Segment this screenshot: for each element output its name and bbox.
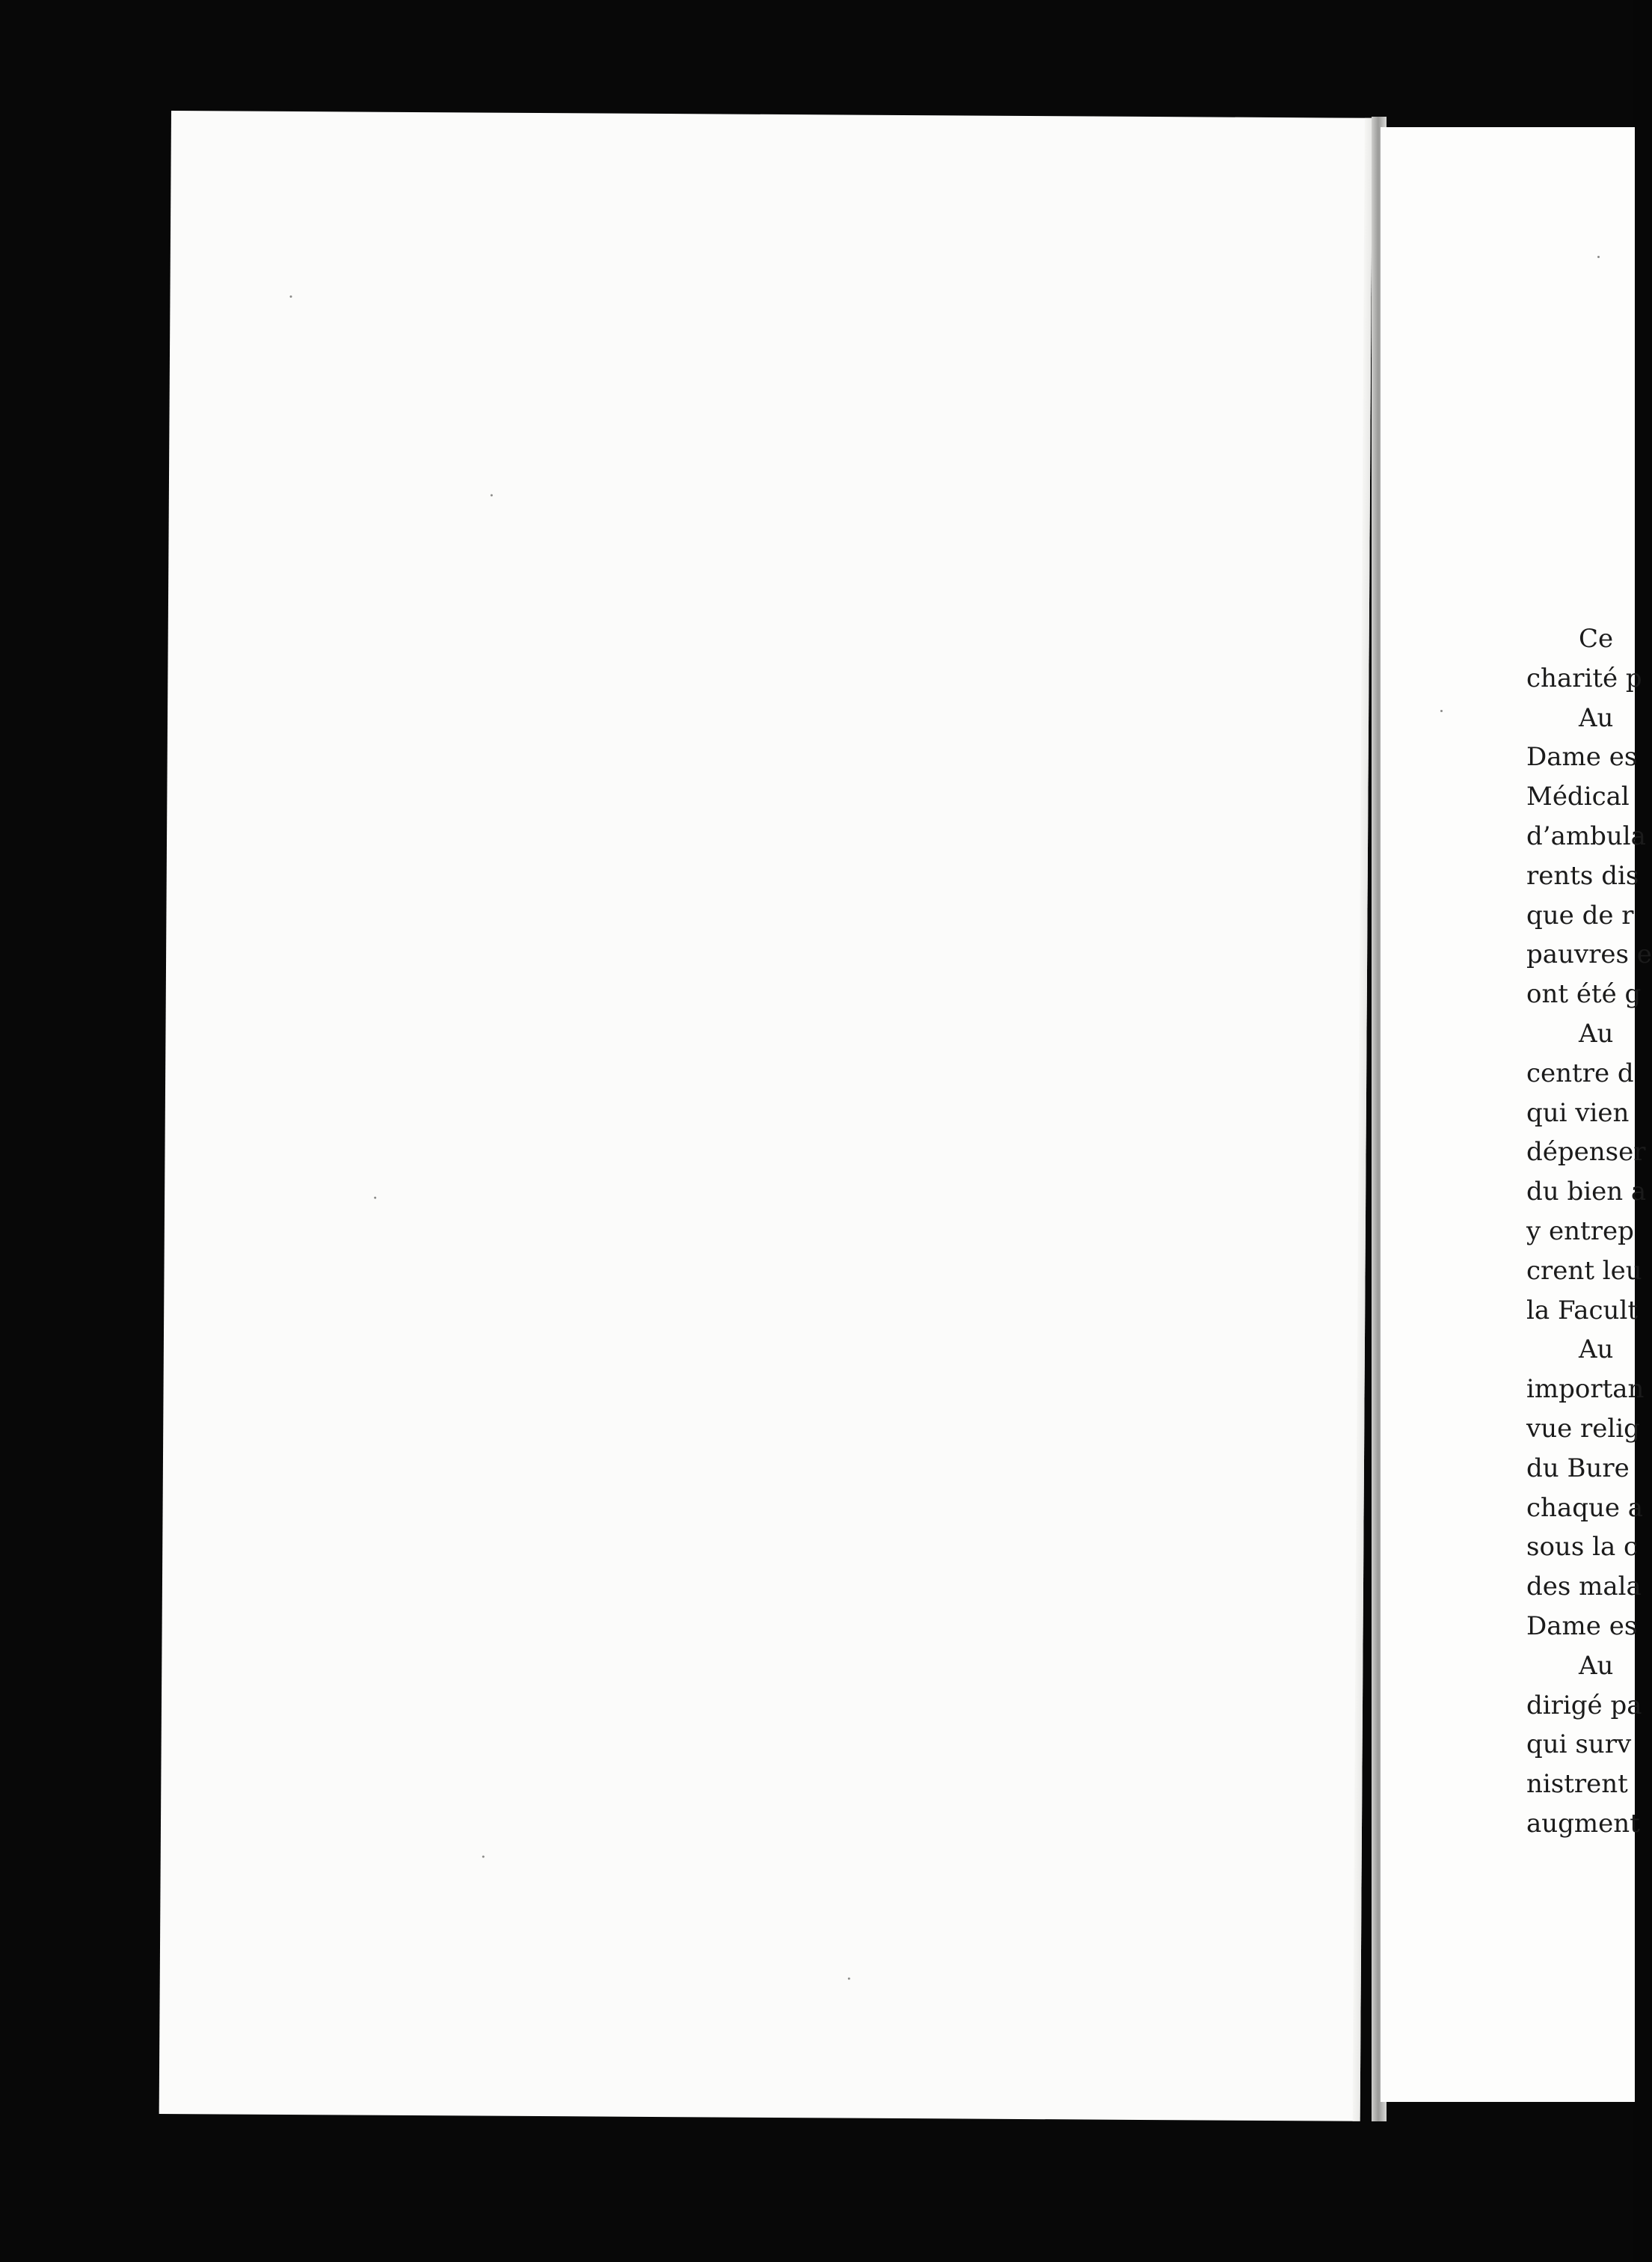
paper-speck [289, 295, 292, 298]
text-line: nistrent [1526, 1769, 1628, 1800]
text-line: qui surv [1526, 1729, 1632, 1760]
text-line: Ce [1579, 624, 1614, 654]
paper-speck [848, 1978, 850, 1980]
text-line: Au [1579, 1018, 1614, 1049]
text-line: importan [1526, 1374, 1645, 1405]
text-line: d’ambula [1526, 821, 1646, 851]
text-line: Dame es [1526, 742, 1638, 773]
text-line: crent leu [1526, 1255, 1642, 1286]
paper-speck [482, 1856, 485, 1858]
text-line: vue relig [1526, 1413, 1640, 1444]
text-line: ont été g [1526, 979, 1642, 1010]
text-line: sous la c [1526, 1532, 1639, 1563]
text-line: du Bure [1526, 1453, 1630, 1483]
left-page-edge [1353, 118, 1372, 2121]
text-line: des mala [1526, 1572, 1642, 1602]
right-page-text [1526, 619, 1652, 1844]
paper-speck [1597, 256, 1600, 258]
text-line: dépenser [1526, 1137, 1646, 1168]
text-line: Au [1579, 1334, 1614, 1365]
text-line: qui vien [1526, 1097, 1630, 1128]
text-line: chaque a [1526, 1492, 1644, 1523]
text-line: que de r [1526, 900, 1634, 931]
text-line: la Facult [1526, 1295, 1638, 1325]
text-line: dirigé pa [1526, 1690, 1642, 1720]
text-line: Au [1579, 702, 1614, 733]
text-line: rents dis [1526, 860, 1639, 891]
text-line: charité p [1526, 663, 1642, 693]
text-line: Dame es [1526, 1610, 1638, 1641]
text-line: y entrep [1526, 1216, 1634, 1246]
text-line: augment [1526, 1808, 1640, 1839]
text-line: du bien a [1526, 1177, 1647, 1207]
text-line: Médical [1526, 782, 1630, 812]
text-line: Au [1579, 1650, 1614, 1681]
left-page-blank [159, 111, 1372, 2121]
paper-speck [374, 1197, 376, 1199]
paper-speck [1440, 710, 1443, 712]
paper-speck [491, 494, 493, 497]
text-line: centre d [1526, 1058, 1634, 1088]
text-line: pauvres e [1526, 940, 1652, 970]
